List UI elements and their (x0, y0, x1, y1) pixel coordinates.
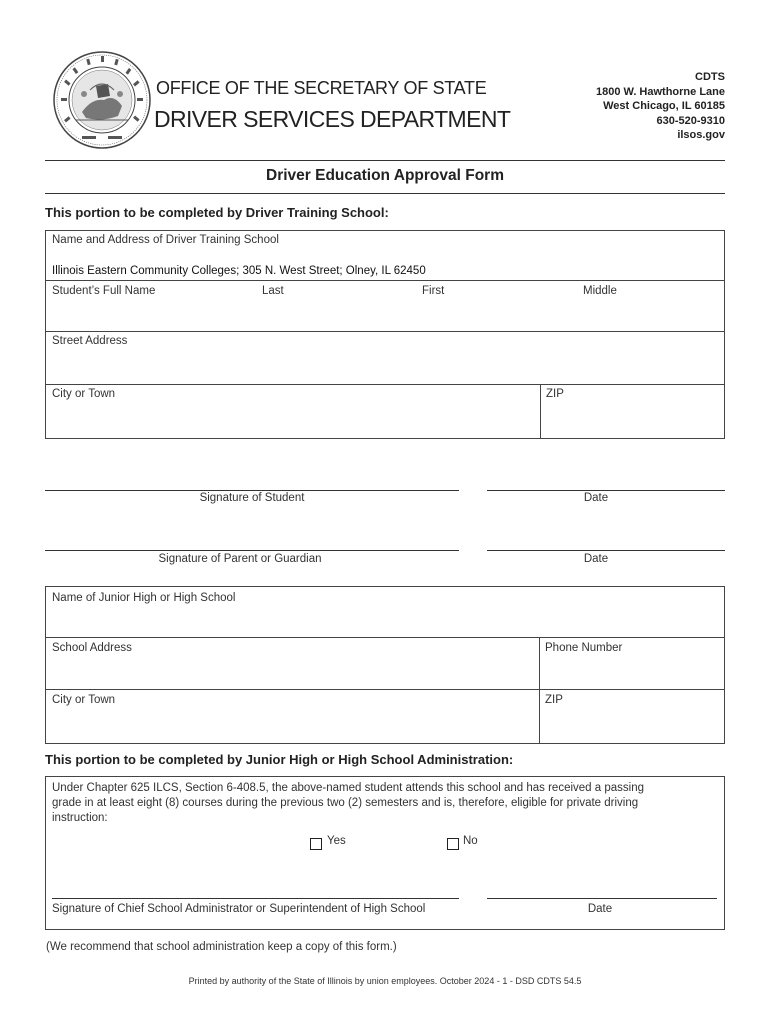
row-divider (45, 689, 725, 690)
student-date-line[interactable] (487, 490, 725, 491)
driver-school-label: Name and Address of Driver Training School (52, 234, 279, 246)
footer-text: Printed by authority of the State of Illinois by union employees. October 2024 - 1 - DSD CDTS 54.5 (188, 976, 582, 986)
form-title: Driver Education Approval Form (266, 167, 504, 184)
yes-label: Yes (327, 835, 346, 847)
student-name-label: Student’s Full Name (52, 285, 156, 297)
driver-school-value[interactable]: Illinois Eastern Community Colleges; 305 N. West Street; Olney, IL 62450 (52, 265, 426, 277)
high-school-name-field[interactable] (46, 606, 724, 636)
parent-signature-label: Signature of Parent or Guardian (158, 553, 322, 565)
contact-block (596, 70, 725, 143)
student-date-label: Date (583, 492, 609, 504)
school-city-label: City or Town (52, 694, 116, 706)
title-divider (45, 193, 725, 194)
student-name-field[interactable] (46, 298, 724, 330)
high-school-name-label: Name of Junior High or High School (52, 592, 236, 604)
parent-signature-line[interactable] (45, 550, 459, 551)
department-title: DRIVER SERVICES DEPARTMENT (154, 106, 511, 132)
contact-city: West Chicago, IL 60185 (603, 100, 725, 112)
last-name-label: Last (262, 285, 284, 297)
office-title: OFFICE OF THE SECRETARY OF STATE (156, 78, 487, 98)
row-divider (45, 331, 725, 332)
city-label: City or Town (52, 388, 116, 400)
parent-date-label: Date (583, 553, 609, 565)
contact-street: 1800 W. Hawthorne Lane (596, 85, 725, 98)
phone-number-field[interactable] (540, 656, 723, 688)
row-divider (45, 637, 725, 638)
admin-signature-label: Signature of Chief School Administrator or Superintendent of High School (52, 903, 426, 915)
student-signature-line[interactable] (45, 490, 459, 491)
school-zip-label: ZIP (545, 694, 563, 706)
eligibility-paragraph (52, 781, 644, 826)
school-city-field[interactable] (46, 708, 538, 741)
first-name-label: First (422, 285, 445, 297)
admin-signature-line[interactable] (52, 898, 459, 899)
phone-number-label: Phone Number (545, 642, 623, 654)
section1-heading: This portion to be completed by Driver Training School: (45, 205, 389, 220)
admin-date-label: Date (587, 903, 613, 915)
school-address-field[interactable] (46, 656, 538, 688)
no-label: No (463, 835, 478, 847)
section2-heading: This portion to be completed by Junior High or High School Administration: (45, 752, 514, 767)
paragraph-line: instruction: (52, 812, 108, 824)
recommendation-note: (We recommend that school administration keep a copy of this form.) (46, 941, 397, 953)
admin-date-line[interactable] (487, 898, 717, 899)
contact-phone: 630-520-9310 (656, 114, 725, 127)
street-address-field[interactable] (46, 350, 724, 383)
row-divider (45, 280, 725, 281)
zip-label: ZIP (546, 388, 564, 400)
yes-checkbox[interactable] (310, 838, 322, 850)
school-zip-field[interactable] (540, 708, 723, 741)
middle-name-label: Middle (583, 285, 617, 297)
parent-date-line[interactable] (487, 550, 725, 551)
city-field[interactable] (46, 404, 539, 436)
contact-website: ilsos.gov (677, 129, 725, 141)
row-divider (45, 384, 725, 385)
street-address-label: Street Address (52, 335, 128, 347)
contact-unit: CDTS (695, 71, 725, 83)
no-checkbox[interactable] (447, 838, 459, 850)
paragraph-line: grade in at least eight (8) courses during the previous two (2) semesters and is, therefore, eligible for private driving (52, 797, 639, 809)
school-address-label: School Address (52, 642, 132, 654)
header-divider (45, 160, 725, 161)
zip-field[interactable] (541, 404, 723, 436)
paragraph-line: Under Chapter 625 ILCS, Section 6-408.5, the above-named student attends this school and has received a passing (52, 782, 644, 794)
student-signature-label: Signature of Student (199, 492, 305, 504)
state-seal-icon (52, 50, 152, 150)
